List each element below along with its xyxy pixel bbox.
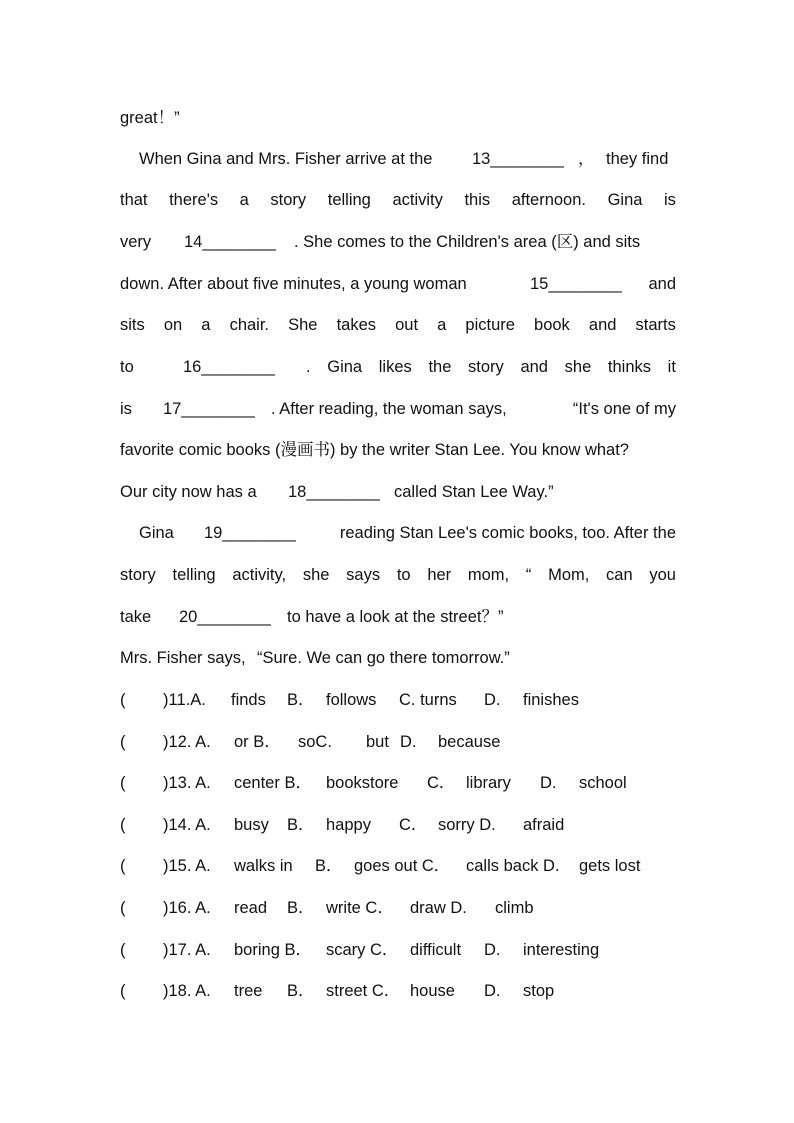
passage-text: “Sure. We can go there tomorrow.”	[257, 649, 510, 667]
blank-17: 17________	[163, 400, 255, 418]
question-15	[120, 854, 676, 878]
option-a: or B．	[234, 733, 281, 751]
passage-line	[120, 188, 676, 212]
option-b: soC.	[298, 733, 332, 751]
word: she	[302, 566, 330, 584]
word: and	[520, 358, 548, 376]
word: mom,	[467, 566, 510, 584]
passage-text: . She comes to the Children's area (区) and sits	[294, 233, 641, 251]
passage-line	[120, 646, 676, 670]
word: Gina	[607, 191, 643, 209]
word: story	[120, 566, 156, 584]
option-b-label: B．	[315, 857, 343, 875]
passage-text: reading Stan Lee's comic books, too. After the	[339, 524, 676, 542]
passage-line	[120, 106, 676, 130]
question-number: )14. A.	[163, 816, 211, 834]
passage-text: Our city now has a	[120, 483, 257, 501]
passage-text: favorite comic books (漫画书) by the writer Stan Lee. You know what?	[120, 441, 629, 459]
option-b-label: B．	[287, 982, 315, 1000]
option-b: bookstore	[326, 774, 399, 792]
option-d: finishes	[523, 691, 579, 709]
passage-line	[120, 272, 676, 296]
passage-line	[120, 147, 676, 171]
word: chair.	[229, 316, 270, 334]
question-16	[120, 896, 676, 920]
word: it	[667, 358, 676, 376]
word: a	[437, 316, 447, 334]
passage-line	[120, 438, 676, 462]
word: on	[163, 316, 183, 334]
word: and	[588, 316, 617, 334]
word: likes	[378, 358, 412, 376]
blank-14: 14________	[184, 233, 276, 251]
word: this	[464, 191, 491, 209]
paren-open: (	[120, 982, 126, 1000]
question-number: )16. A.	[163, 899, 211, 917]
paren-open: (	[120, 857, 126, 875]
word: to	[120, 358, 134, 376]
passage-text: . After reading, the woman says,	[271, 400, 507, 418]
option-d-label: D.	[540, 774, 557, 792]
passage-text: great！”	[120, 109, 180, 127]
word: activity	[392, 191, 443, 209]
word: her	[427, 566, 452, 584]
word: very	[120, 233, 152, 251]
option-c: but	[366, 733, 389, 751]
word: can	[606, 566, 633, 584]
word: book	[534, 316, 570, 334]
word: there's	[169, 191, 219, 209]
option-d-label: D.	[484, 941, 501, 959]
option-c: sorry D.	[438, 816, 496, 834]
option-b: follows	[326, 691, 377, 709]
option-a: center B．	[234, 774, 312, 792]
option-c: calls back D.	[466, 857, 560, 875]
word: afternoon.	[511, 191, 586, 209]
option-b-label: B．	[287, 691, 315, 709]
word: story	[468, 358, 504, 376]
passage-line	[120, 563, 676, 587]
paren-open: (	[120, 691, 126, 709]
word: story	[270, 191, 307, 209]
word: picture	[465, 316, 515, 334]
passage-text: ，	[578, 150, 595, 168]
passage-line	[120, 605, 676, 629]
word: she	[564, 358, 592, 376]
question-number: )13. A.	[163, 774, 211, 792]
option-c: library	[466, 774, 511, 792]
passage-text: they find	[606, 150, 669, 168]
word: the	[428, 358, 452, 376]
option-d-label: D.	[484, 982, 501, 1000]
option-b: happy	[326, 816, 371, 834]
passage-line	[120, 521, 676, 545]
passage-text: “It's one of my	[572, 400, 676, 418]
word: a	[201, 316, 211, 334]
passage-line	[120, 230, 676, 254]
question-18	[120, 979, 676, 1003]
question-number: )18. A.	[163, 982, 211, 1000]
word: .	[306, 358, 311, 376]
question-13	[120, 771, 676, 795]
passage-line	[120, 480, 676, 504]
option-c-label: C．	[399, 816, 428, 834]
passage-line	[120, 355, 676, 379]
option-d: stop	[523, 982, 555, 1000]
word: is	[663, 191, 676, 209]
word: out	[395, 316, 419, 334]
word: and	[648, 275, 676, 293]
option-b: street C．	[326, 982, 401, 1000]
option-a: read	[234, 899, 268, 917]
blank-15: 15________	[530, 275, 622, 293]
word: thinks	[607, 358, 652, 376]
question-number: )17. A.	[163, 941, 211, 959]
word: a	[239, 191, 249, 209]
option-c: C. turns	[399, 691, 457, 709]
blank-16: 16________	[183, 358, 275, 376]
option-a: tree	[234, 982, 263, 1000]
option-d: afraid	[523, 816, 565, 834]
paren-open: (	[120, 941, 126, 959]
question-number: )15. A.	[163, 857, 211, 875]
word: telling	[327, 191, 371, 209]
option-b-label: B．	[287, 816, 315, 834]
option-c: house	[410, 982, 455, 1000]
word: She	[288, 316, 318, 334]
blank-19: 19________	[204, 524, 296, 542]
passage-line	[120, 313, 676, 337]
paren-open: (	[120, 733, 126, 751]
option-a: boring B．	[234, 941, 312, 959]
option-b-label: B．	[287, 899, 315, 917]
word: is	[120, 400, 132, 418]
word: Gina	[327, 358, 363, 376]
word: Mom,	[548, 566, 590, 584]
option-b: write C．	[326, 899, 394, 917]
passage-text: down. After about five minutes, a young woman	[120, 275, 467, 293]
option-a: busy	[234, 816, 269, 834]
passage-text: called Stan Lee Way.”	[394, 483, 554, 501]
option-b: goes out C．	[354, 857, 451, 875]
word: that	[120, 191, 148, 209]
blank-13: 13________	[472, 150, 564, 168]
passage-text: Mrs. Fisher says,	[120, 649, 246, 667]
word: telling	[172, 566, 216, 584]
word: activity,	[232, 566, 287, 584]
option-d-label: D.	[400, 733, 417, 751]
passage-line	[120, 397, 676, 421]
word: says	[346, 566, 381, 584]
question-14	[120, 813, 676, 837]
passage-text-run	[306, 355, 676, 379]
word: to	[396, 566, 411, 584]
option-c-label: C．	[427, 774, 456, 792]
option-d: gets lost	[579, 857, 641, 875]
word: takes	[336, 316, 376, 334]
option-d: school	[579, 774, 627, 792]
question-12	[120, 730, 676, 754]
option-d: interesting	[523, 941, 600, 959]
question-17	[120, 938, 676, 962]
option-b: scary C．	[326, 941, 399, 959]
option-d-label: D.	[484, 691, 501, 709]
word: Gina	[139, 524, 174, 542]
question-number: )11.A.	[163, 691, 206, 709]
option-d: climb	[495, 899, 534, 917]
word: sits	[120, 316, 145, 334]
passage-text: to have a look at the street？”	[287, 608, 504, 626]
word: you	[649, 566, 676, 584]
option-d: because	[438, 733, 501, 751]
blank-20: 20________	[179, 608, 271, 626]
option-c: draw D.	[410, 899, 467, 917]
question-11	[120, 688, 676, 712]
word: take	[120, 608, 152, 626]
word: starts	[635, 316, 676, 334]
paren-open: (	[120, 774, 126, 792]
word: “	[525, 566, 532, 584]
option-c: difficult	[410, 941, 462, 959]
option-a: walks in	[234, 857, 293, 875]
blank-18: 18________	[288, 483, 380, 501]
paren-open: (	[120, 899, 126, 917]
paren-open: (	[120, 816, 126, 834]
passage-text: When Gina and Mrs. Fisher arrive at the	[139, 150, 433, 168]
question-number: )12. A.	[163, 733, 211, 751]
option-a: finds	[231, 691, 266, 709]
